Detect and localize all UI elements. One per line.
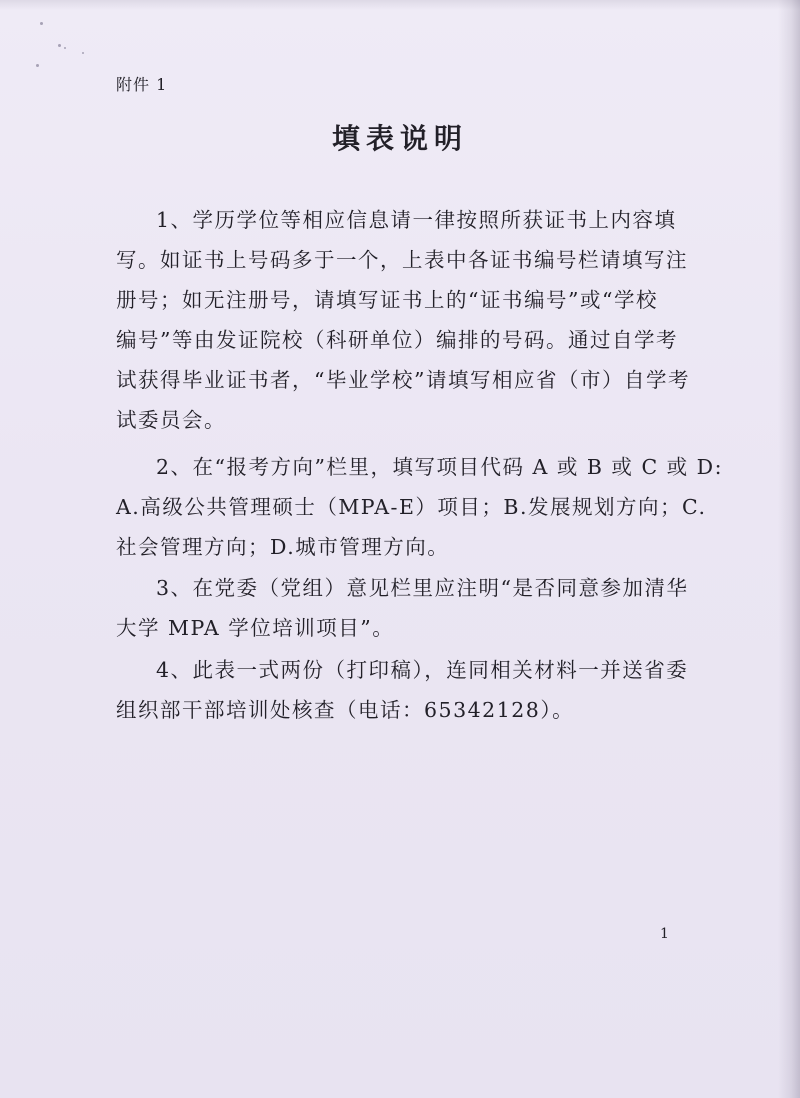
instruction-2-line-2: A.高级公共管理硕士（MPA-E）项目；B.发展规划方向；C. (116, 495, 707, 519)
scan-speck (36, 64, 39, 67)
instruction-1-line-2: 写。如证书上号码多于一个，上表中各证书编号栏请填写注 (116, 248, 688, 272)
scan-shadow-top (0, 0, 800, 10)
instruction-2-line-3: 社会管理方向；D.城市管理方向。 (116, 535, 450, 559)
scan-speck (64, 47, 66, 49)
instruction-3-line-1: 3、在党委（党组）意见栏里应注明“是否同意参加清华 (156, 576, 689, 600)
attachment-label: 附件 1 (116, 75, 168, 94)
instruction-1-line-5: 试获得毕业证书者，“毕业学校”请填写相应省（市）自学考 (116, 368, 690, 392)
instruction-3-line-2: 大学 MPA 学位培训项目”。 (116, 616, 395, 640)
instruction-1-line-3: 册号；如无注册号，请填写证书上的“证书编号”或“学校 (116, 288, 658, 312)
page-title: 填表说明 (331, 122, 468, 155)
instruction-4-line-1: 4、此表一式两份（打印稿），连同相关材料一并送省委 (156, 658, 689, 682)
instruction-1-line-1: 1、学历学位等相应信息请一律按照所获证书上内容填 (156, 208, 677, 232)
scan-shadow-right (778, 0, 800, 1098)
instruction-1-line-6: 试委员会。 (116, 408, 226, 432)
instruction-2-line-1: 2、在“报考方向”栏里，填写项目代码 A 或 B 或 C 或 D: (156, 455, 724, 479)
scan-speck (82, 52, 84, 54)
scan-speck (40, 22, 43, 25)
instruction-4-line-2: 组织部干部培训处核查（电话：65342128）。 (116, 698, 575, 722)
instruction-1-line-4: 编号”等由发证院校（科研单位）编排的号码。通过自学考 (116, 328, 678, 352)
page-number: 1 (660, 926, 669, 942)
scan-speck (58, 44, 61, 47)
